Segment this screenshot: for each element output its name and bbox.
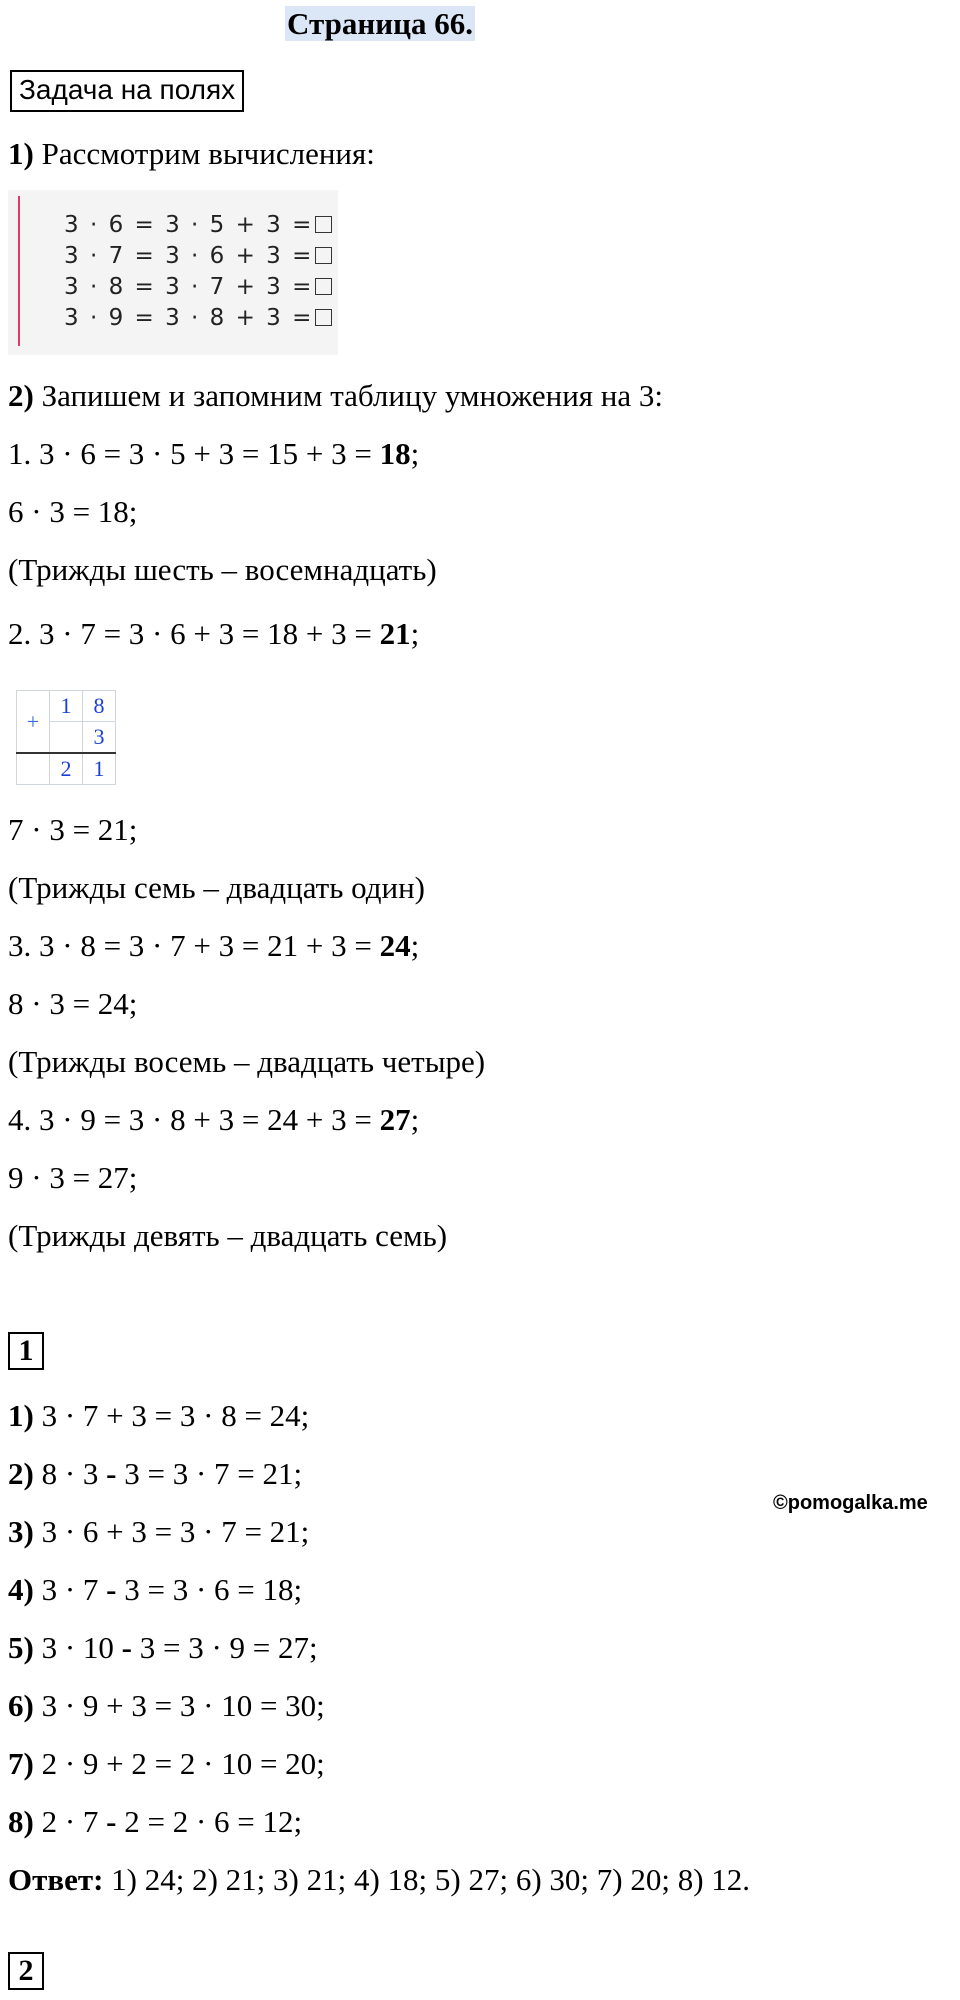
empty-square-icon: [315, 247, 332, 264]
task1-item: 1) 3 · 7 + 3 = 3 · 8 = 24;: [8, 1398, 310, 1433]
table-line: 6 · 3 = 18;: [8, 494, 138, 529]
task2-number: 2: [8, 1952, 44, 1990]
watermark: ©pomogalka.me: [773, 1492, 928, 1514]
table-line: 1. 3 · 6 = 3 · 5 + 3 = 15 + 3 = 18;: [8, 436, 420, 471]
empty-square-icon: [315, 216, 332, 233]
margin-task-label: Задача на полях: [10, 70, 244, 112]
calc-row: 3 · 8 = 3 · 7 + 3 =: [64, 272, 332, 303]
calc-row: 3 · 7 = 3 · 6 + 3 =: [64, 241, 332, 272]
calc-row: 3 · 9 = 3 · 8 + 3 =: [64, 303, 332, 334]
addend-digit: 1: [50, 691, 83, 722]
empty-cell: [17, 753, 50, 785]
table-line: 7 · 3 = 21;: [8, 812, 138, 847]
table-line: 8 · 3 = 24;: [8, 986, 138, 1021]
task1-item: 6) 3 · 9 + 3 = 3 · 10 = 30;: [8, 1688, 325, 1723]
part2-heading: 2) Запишем и запомним таблицу умножения на 3:: [8, 378, 664, 413]
table-line: (Трижды девять – двадцать семь): [8, 1218, 448, 1253]
task1-item: 8) 2 · 7 - 2 = 2 · 6 = 12;: [8, 1804, 303, 1839]
table-line: 4. 3 · 9 = 3 · 8 + 3 = 24 + 3 = 27;: [8, 1102, 420, 1137]
empty-square-icon: [315, 309, 332, 326]
table-line: 3. 3 · 8 = 3 · 7 + 3 = 21 + 3 = 24;: [8, 928, 420, 963]
part1-heading: 1) Рассмотрим вычисления:: [8, 136, 375, 171]
sum-digit: 2: [50, 753, 83, 785]
addend-digit: 3: [83, 722, 116, 754]
addend-digit: [50, 722, 83, 754]
empty-square-icon: [315, 278, 332, 295]
task1-item: 2) 8 · 3 - 3 = 3 · 7 = 21;: [8, 1456, 303, 1491]
addend-digit: 8: [83, 691, 116, 722]
table-line: 2. 3 · 7 = 3 · 6 + 3 = 18 + 3 = 21;: [8, 616, 420, 651]
margin-red-line: [18, 196, 20, 346]
task1-item: 3) 3 · 6 + 3 = 3 · 7 = 21;: [8, 1514, 310, 1549]
calc-row: 3 · 6 = 3 · 5 + 3 =: [64, 210, 332, 241]
task1-number: 1: [8, 1332, 44, 1370]
table-line: (Трижды шесть – восемнадцать): [8, 552, 437, 587]
plus-sign: +: [17, 691, 50, 754]
sum-digit: 1: [83, 753, 116, 785]
calculation-rows: [64, 210, 332, 334]
page-title: Страница 66.: [287, 6, 473, 41]
column-addition: [16, 690, 116, 785]
calculation-image: [8, 190, 338, 355]
task1-item: 4) 3 · 7 - 3 = 3 · 6 = 18;: [8, 1572, 303, 1607]
table-line: 9 · 3 = 27;: [8, 1160, 138, 1195]
task1-item: 7) 2 · 9 + 2 = 2 · 10 = 20;: [8, 1746, 325, 1781]
task1-answer: Ответ: 1) 24; 2) 21; 3) 21; 4) 18; 5) 27; 6) 30; 7) 20; 8) 12.: [8, 1862, 751, 1897]
table-line: (Трижды восемь – двадцать четыре): [8, 1044, 486, 1079]
table-line: (Трижды семь – двадцать один): [8, 870, 425, 905]
task1-item: 5) 3 · 10 - 3 = 3 · 9 = 27;: [8, 1630, 318, 1665]
